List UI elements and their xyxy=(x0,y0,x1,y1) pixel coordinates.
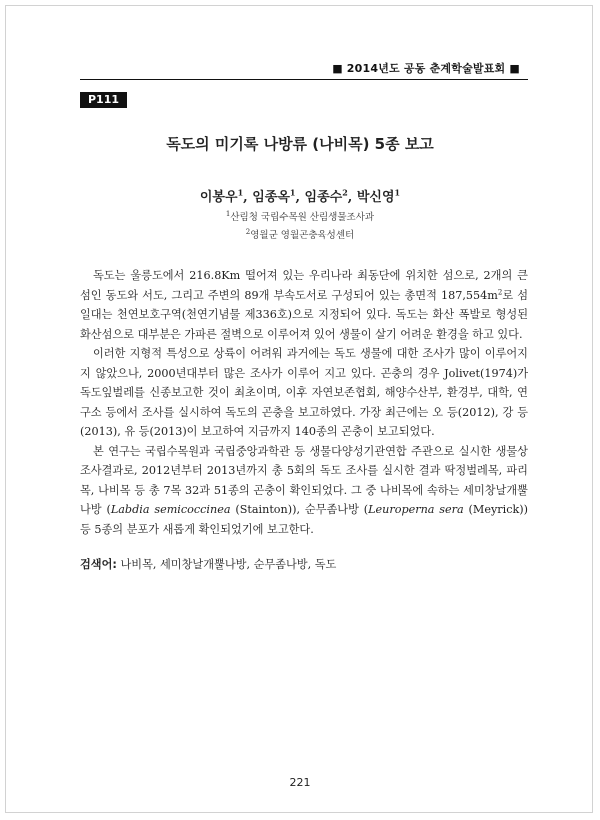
running-header: ■ 2014년도 공동 춘계학술발표회 ■ xyxy=(332,62,520,75)
abstract-paragraph: 이러한 지형적 특성으로 상륙이 어려워 과거에는 독도 생물에 대한 조사가 많이 이루어지지 않았으나, 2000년대부터 많은 조사가 이루어 지고 있다. 곤충의 경우 Jolivet(1974)가 독도잎벌레를 신종보고한 것이 최초이며, 이후 자연보존협회, 해양수산부, 환경부, 대학, 연구소 등에서 조사를 실시하여 독도의 곤충을 보고하였다. 가장 최근에는 오 등(2012), 강 등(2013), 유 등(2013)이 보고하여 지금까지 140종의 곤충이 보고되었다. xyxy=(80,347,528,438)
paragraph-text: 독도는 울릉도에서 216.8Km 떨어져 있는 우리나라 최동단에 위치한 섬으로, 2개의 큰 섬인 동도와 서도, 그리고 주변의 89개 부속도서로 구성되어 있는 총면적 187,554m xyxy=(80,269,528,302)
abstract-paragraph xyxy=(80,442,528,540)
affiliation-line xyxy=(0,225,600,243)
author-separator: , xyxy=(295,190,305,205)
paper-title: 독도의 미기록 나방류 (나비목) 5종 보고 xyxy=(166,135,434,153)
abstract-paragraph xyxy=(80,266,528,344)
paragraph-text: 본 연구는 국립수목원과 국립중앙과학관 등 생물다양성기관연합 주관으로 실시한 생물상 조사결과로, 2012년부터 2013년까지 총 5회의 독도 조사를 실시한 결과 딱정벌레목, 파리목, 나비목 등 총 7목 32과 51종의 곤충이 확인되었다. 그 중 나비목에 속하는 세미창날개뿔나방 ( xyxy=(80,444,528,516)
author-line xyxy=(0,186,600,205)
paragraph-text: 로 섬 일대는 천연보호구역(천연기념물 제336호)으로 지정되어 있다. 독도는 화산 폭발로 형성된 화산섬으로 대부분은 가파른 절벽으로 이루어져 있어 생물이 살기 어려운 환경을 하고 있다. xyxy=(80,288,529,341)
paragraph-text: (Meyrick)) 등 5종의 분포가 새롭게 확인되었기에 보고한다. xyxy=(80,503,528,536)
affiliation-text: 산림청 국립수목원 산림생물조사과 xyxy=(230,212,375,224)
affiliation-line xyxy=(0,207,600,225)
author-name: 임종옥 xyxy=(252,190,290,205)
keywords-label: 검색어: xyxy=(80,558,117,571)
abstract-body xyxy=(80,266,528,539)
author-affiliation-mark: 1 xyxy=(289,187,296,198)
affiliations xyxy=(0,207,600,243)
author-separator: , xyxy=(243,190,253,205)
author-name: 이봉우 xyxy=(199,190,238,205)
keywords-text: 나비목, 세미창날개뿔나방, 순무좀나방, 독도 xyxy=(116,558,337,571)
author-separator: , xyxy=(347,190,357,205)
page-number: 221 xyxy=(289,776,311,789)
author-affiliation-mark: 1 xyxy=(394,187,401,198)
author-name: 임종수 xyxy=(304,190,343,205)
superscript: 2 xyxy=(497,287,503,296)
affiliation-text: 영월군 영월곤충육성센터 xyxy=(250,230,355,242)
paragraph-text: (Stainton)), 순무좀나방 ( xyxy=(230,503,369,516)
keywords-line xyxy=(80,556,528,572)
header-rule xyxy=(80,79,528,80)
author-affiliation-mark: 2 xyxy=(342,187,348,198)
paper-code-badge: P111 xyxy=(80,92,127,108)
species-name: Leuroperna sera xyxy=(368,503,464,516)
affiliation-mark: 2 xyxy=(245,228,251,237)
author-affiliation-mark: 1 xyxy=(237,187,244,198)
affiliation-mark: 1 xyxy=(225,210,231,218)
species-name: Labdia semicoccinea xyxy=(110,503,231,516)
author-name: 박신영 xyxy=(356,190,395,205)
